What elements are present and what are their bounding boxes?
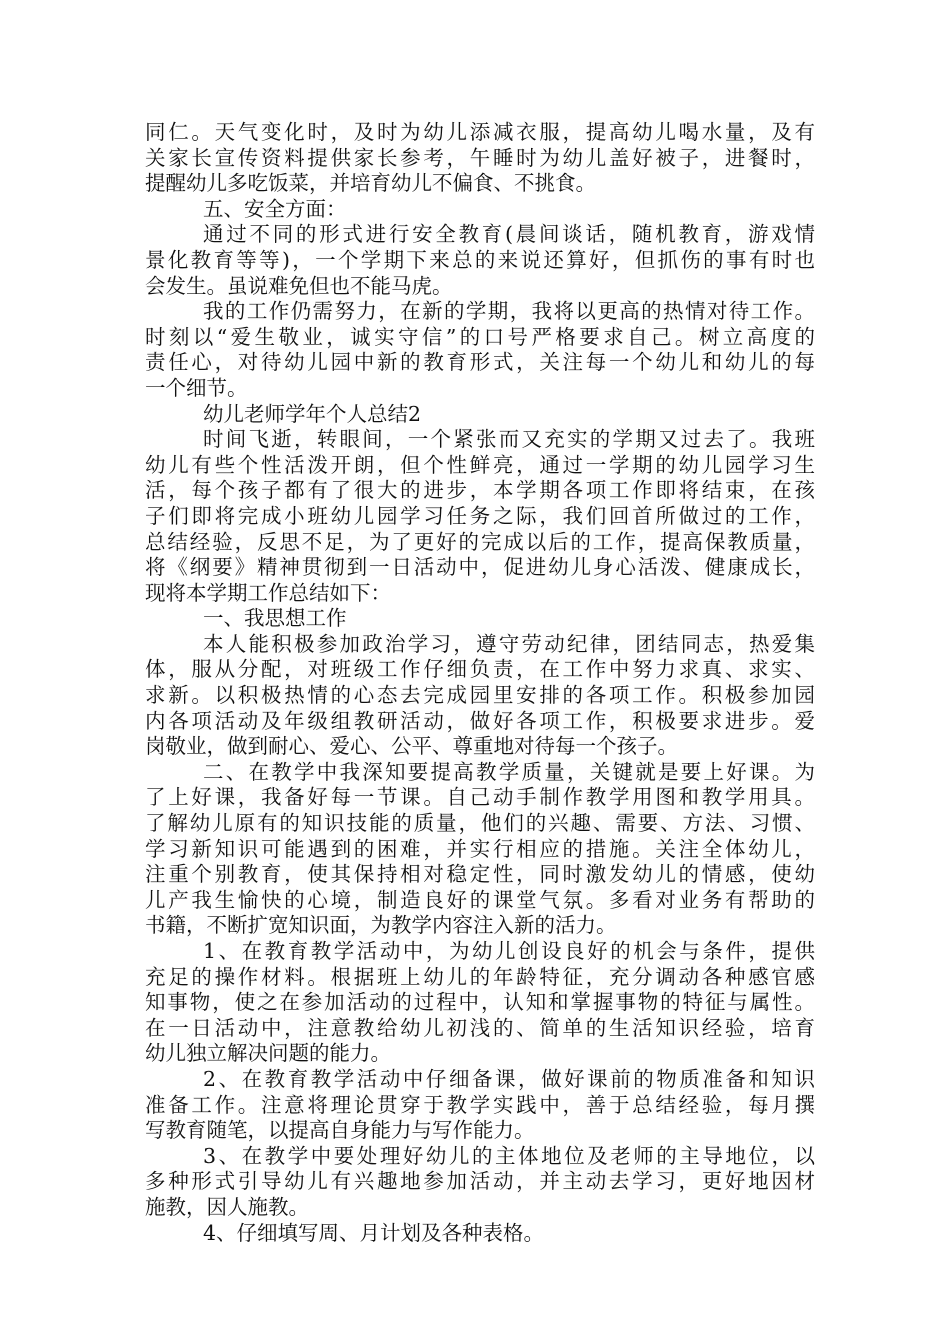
text-line: 景化教育等等)，一个学期下来总的来说还算好，但抓伤的事有时也 bbox=[145, 247, 815, 272]
text-line: 3、在教学中要处理好幼儿的主体地位及老师的主导地位，以 bbox=[203, 1143, 815, 1168]
text-line: 二、在教学中我深知要提高教学质量，关键就是要上好课。为 bbox=[203, 759, 815, 784]
text-line: 幼儿有些个性活泼开朗，但个性鲜亮，通过一学期的幼儿园学习生 bbox=[145, 452, 815, 477]
text-line: 提醒幼儿多吃饭菜，并培育幼儿不偏食、不挑食。 bbox=[145, 171, 596, 196]
text-line: 书籍，不断扩宽知识面，为教学内容注入新的活力。 bbox=[145, 913, 617, 938]
text-line: 了上好课，我备好每一节课。自己动手制作教学用图和教学用具。 bbox=[145, 785, 815, 810]
text-line: 内各项活动及年级组教研活动，做好各项工作，积极要求进步。爱 bbox=[145, 708, 815, 733]
text-line: 一个细节。 bbox=[145, 375, 248, 400]
text-line: 了解幼儿原有的知识技能的质量，他们的兴趣、需要、方法、习惯、 bbox=[145, 811, 815, 836]
text-line: 同仁。天气变化时，及时为幼儿添减衣服，提高幼儿喝水量，及有 bbox=[145, 120, 815, 144]
text-line: 1、在教育教学活动中，为幼儿创设良好的机会与条件，提供 bbox=[203, 939, 815, 963]
text-line: 2、在教育教学活动中仔细备课，做好课前的物质准备和知识 bbox=[203, 1066, 815, 1091]
text-line: 写教育随笔，以提高自身能力与写作能力。 bbox=[145, 1118, 535, 1143]
text-line: 求新。以积极热情的心态去完成园里安排的各项工作。积极参加园 bbox=[145, 683, 815, 708]
text-line: 五、安全方面： bbox=[203, 196, 347, 221]
text-line: 岗敬业，做到耐心、爱心、公平、尊重地对待每一个孩子。 bbox=[145, 734, 678, 759]
text-line: 体，服从分配，对班级工作仔细负责，在工作中努力求真、求实、 bbox=[145, 657, 815, 682]
text-line: 施教，因人施教。 bbox=[145, 1194, 309, 1219]
text-line: 时刻以“爱生敬业，诚实守信”的口号严格要求自己。树立高度的 bbox=[145, 324, 815, 349]
text-line: 现将本学期工作总结如下： bbox=[145, 580, 391, 605]
text-line: 多种形式引导幼儿有兴趣地参加活动，并主动去学习，更好地因材 bbox=[145, 1169, 815, 1194]
text-line: 幼儿独立解决问题的能力。 bbox=[145, 1041, 391, 1066]
text-line: 责任心，对待幼儿园中新的教育形式，关注每一个幼儿和幼儿的每 bbox=[145, 350, 815, 375]
text-line: 活，每个孩子都有了很大的进步，本学期各项工作即将结束，在孩 bbox=[145, 478, 815, 503]
text-line: 时间飞逝，转眼间，一个紧张而又充实的学期又过去了。我班 bbox=[203, 427, 815, 452]
text-line: 子们即将完成小班幼儿园学习任务之际，我们回首所做过的工作， bbox=[145, 503, 815, 528]
text-line: 在一日活动中，注意教给幼儿初浅的、简单的生活知识经验，培育 bbox=[145, 1015, 815, 1040]
document-body bbox=[145, 120, 815, 1246]
text-line: 我的工作仍需努力，在新的学期，我将以更高的热情对待工作。 bbox=[203, 299, 815, 324]
text-line: 4、仔细填写周、月计划及各种表格。 bbox=[203, 1220, 545, 1245]
text-line: 关家长宣传资料提供家长参考，午睡时为幼儿盖好被子，进餐时， bbox=[145, 145, 815, 170]
text-line: 总结经验，反思不足，为了更好的完成以后的工作，提高保教质量， bbox=[145, 529, 815, 554]
text-line: 充足的操作材料。根据班上幼儿的年龄特征，充分调动各种感官感 bbox=[145, 964, 815, 989]
text-line: 本人能积极参加政治学习，遵守劳动纪律，团结同志，热爱集 bbox=[203, 631, 815, 656]
text-line: 儿产我生愉快的心境，制造良好的课堂气氛。多看对业务有帮助的 bbox=[145, 887, 815, 912]
text-line: 准备工作。注意将理论贯穿于教学实践中，善于总结经验，每月撰 bbox=[145, 1092, 815, 1117]
text-line: 学习新知识可能遇到的困难，并实行相应的措施。关注全体幼儿， bbox=[145, 836, 815, 861]
text-line: 一、我思想工作 bbox=[203, 606, 347, 631]
text-line: 幼儿老师学年个人总结2 bbox=[203, 401, 422, 426]
text-line: 将《纲要》精神贯彻到一日活动中，促进幼儿身心活泼、健康成长， bbox=[145, 555, 815, 580]
text-line: 注重个别教育，使其保持相对稳定性，同时激发幼儿的情感，使幼 bbox=[145, 862, 815, 887]
text-line: 知事物，使之在参加活动的过程中，认知和掌握事物的特征与属性。 bbox=[145, 990, 815, 1015]
text-line: 会发生。虽说难免但也不能马虎。 bbox=[145, 273, 453, 298]
text-line: 通过不同的形式进行安全教育(晨间谈话，随机教育，游戏情 bbox=[203, 222, 815, 247]
